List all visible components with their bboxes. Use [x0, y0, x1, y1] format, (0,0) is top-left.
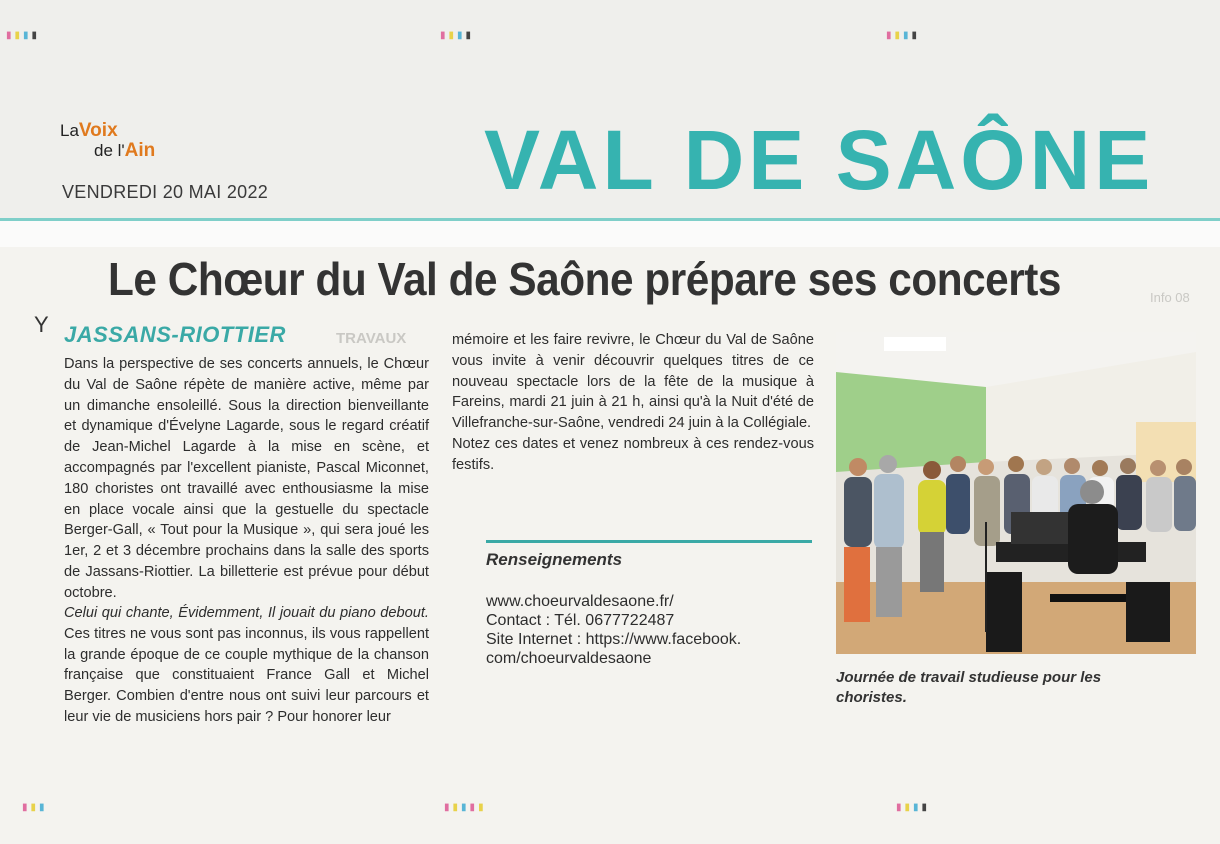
newspaper-logo — [60, 120, 200, 164]
article-headline: Le Chœur du Val de Saône prépare ses concerts — [108, 253, 1061, 305]
info-rule — [486, 540, 812, 543]
bleed-through-text: TRAVAUX — [336, 330, 407, 347]
logo-text: de l' — [94, 141, 125, 160]
facebook-link[interactable]: com/choeurvaldesaone — [486, 650, 652, 667]
registration-marks: ▮▮▮ — [22, 802, 48, 813]
article-column-2 — [452, 330, 814, 476]
website-link[interactable]: www.choeurvaldesaone.fr/ — [486, 593, 674, 610]
article-paragraph-continued: mémoire et les faire revivre, le Chœur du Val de Saône vous invite à venir découvrir quelques titres de ce nouveau spectacle lors de la fête de la musique à Fareins, mardi 21 juin à 21 h, ainsi qu'à la Nuit d'été de Villefranche-sur-Saône, vendredi 24 juin à la Collégiale. — [452, 332, 814, 432]
issue-date: VENDREDI 20 MAI 2022 — [62, 182, 269, 202]
logo-text: Voix — [78, 120, 118, 141]
article-location: JASSANS-RIOTTIER — [64, 322, 286, 347]
bleed-through-text: Info 08 — [1150, 290, 1190, 305]
article-column-1 — [64, 354, 429, 604]
article-paragraph-2a — [64, 603, 429, 728]
song-titles: Celui qui chante, Évidemment, Il jouait du piano debout. — [64, 605, 429, 621]
registration-marks: ▮▮▮▮▮ — [444, 802, 487, 813]
article-paragraph: Dans la perspective de ses concerts annuels, le Chœur du Val de Saône répète de manière active, même par un dimanche ensoleillé. Sous la direction bienveillante et dynamique d'Évelyne Lagarde, sous le regard créatif de Jean-Michel Lagarde à la mise en scène, et accompagnés par l'excellent pianiste, Pascal Miconnet, 180 choristes ont travaillé avec enthousiasme la mise en place vocale ainsi que la gestuelle du spectacle Berger-Gall, « Tout pour la Musique », qui sera joué les 1er, 2 et 3 décembre prochains dans la salle des sports de Jassans-Riottier. La billetterie est prévue pour début octobre. — [64, 356, 429, 601]
contact-phone: Contact : Tél. 0677722487 — [486, 612, 675, 629]
section-title: VAL DE SAÔNE — [484, 113, 1155, 207]
scan-band — [0, 221, 1220, 247]
article-paragraph: Notez ces dates et venez nombreux à ces rendez-vous festifs. — [452, 435, 814, 473]
facebook-link[interactable]: Site Internet : https://www.facebook. — [486, 631, 742, 648]
photo-caption: Journée de travail studieuse pour les choristes. — [836, 669, 1102, 706]
info-title: Renseignements — [486, 550, 623, 569]
logo-text: La — [60, 121, 79, 140]
margin-mark: Y — [34, 312, 49, 337]
logo-text: Ain — [124, 140, 156, 161]
registration-marks: ▮▮▮▮ — [896, 802, 931, 813]
info-box — [486, 592, 806, 668]
registration-marks: ▮▮▮▮ — [6, 30, 41, 41]
choir-rehearsal-photo — [836, 332, 1196, 654]
registration-marks: ▮▮▮▮ — [886, 30, 921, 41]
registration-marks: ▮▮▮▮ — [440, 30, 475, 41]
article-paragraph-text: Ces titres ne vous sont pas inconnus, ils vous rappellent la grande époque de ce couple mythique de la chanson française que constituaient France Gall et Michel Berger. Combien d'entre nous ont suivi leur parcours et leur vie de musiciens hors pair ? Pour honorer leur — [64, 625, 429, 725]
